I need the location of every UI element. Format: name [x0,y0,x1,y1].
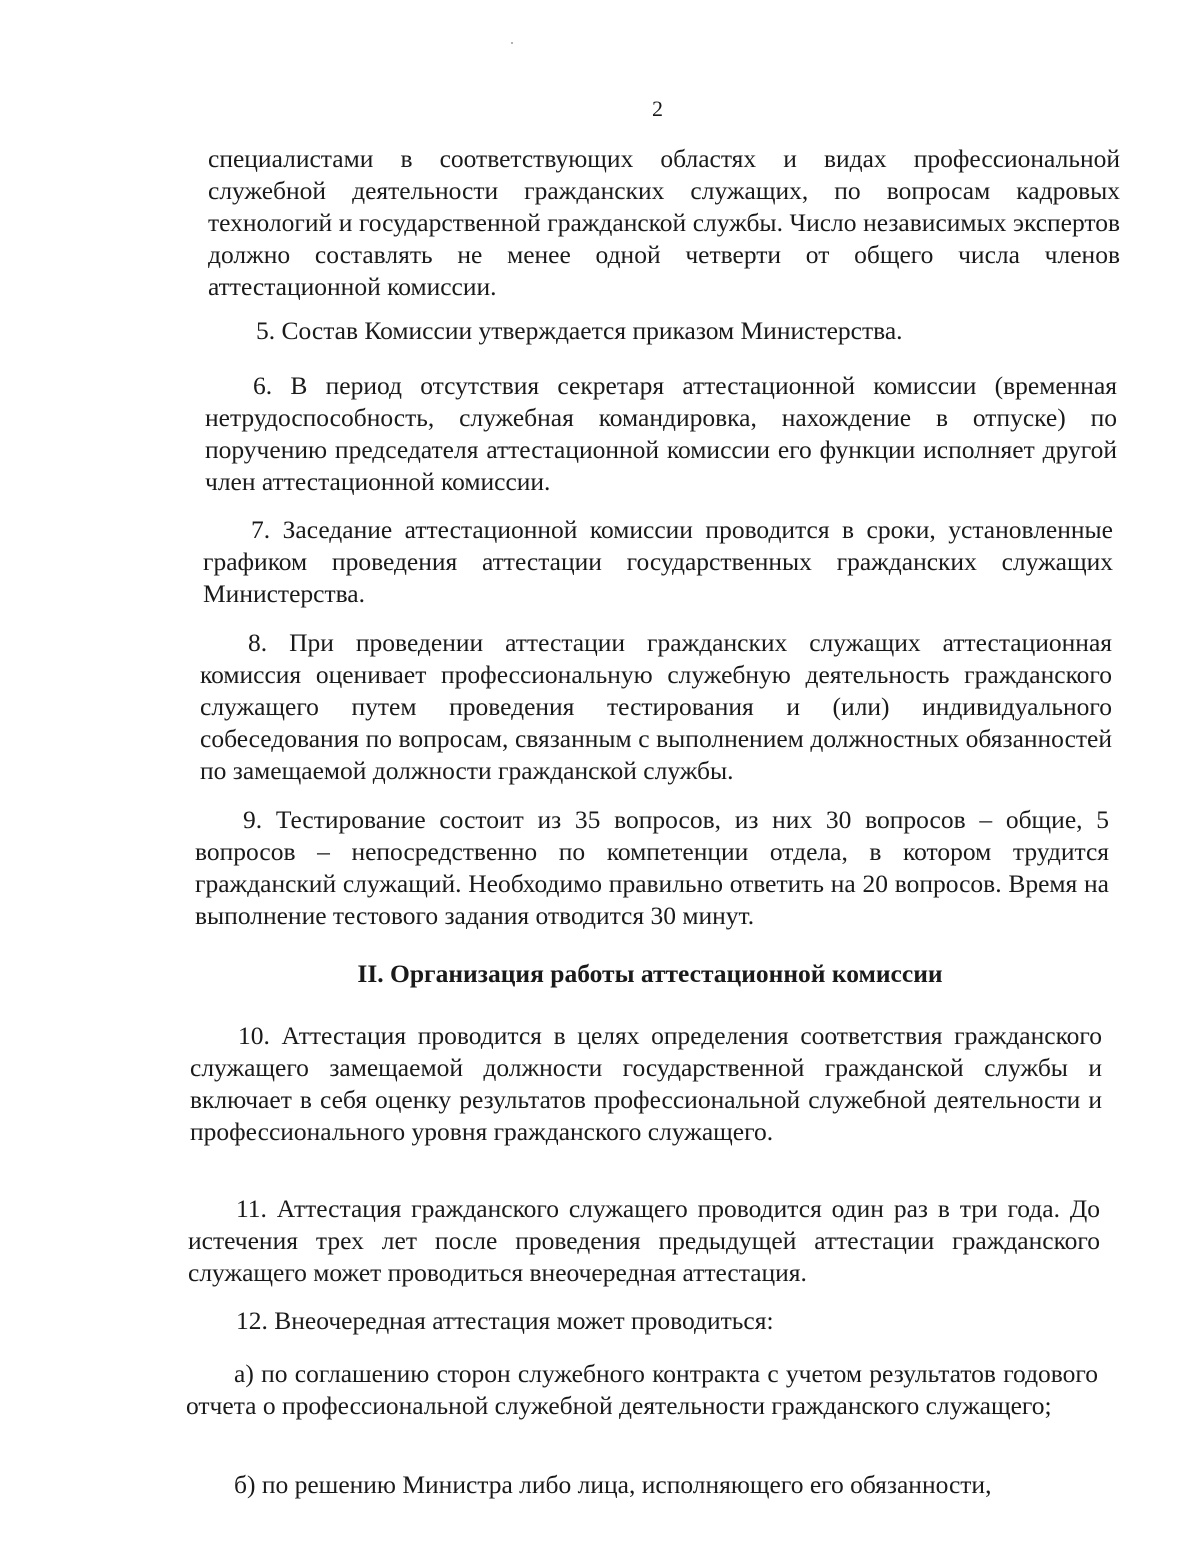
scan-speck [511,42,513,44]
paragraph-12: 12. Внеочередная аттестация может проводиться: [236,1306,774,1335]
paragraph-b: б) по решению Министра либо лица, исполняющего его обязанности, [234,1470,992,1499]
paragraph-continuation: специалистами в соответствующих областях и видах профессиональной служебной деятельности гражданских служащих, по вопросам кадровых технологий и государственной гражданской службы. Число независимых экспертов должно составлять не менее одной четверти от общего числа членов аттестационной комиссии. [208,144,1120,301]
section-heading: II. Организация работы аттестационной комиссии [357,959,943,988]
paragraph-6: 6. В период отсутствия секретаря аттестационной комиссии (временная нетрудоспособность, служебная командировка, нахождение в отпуске) по поручению председателя аттестационной комиссии его функции исполняет другой член аттестационной комиссии. [205,371,1117,496]
paragraph-7: 7. Заседание аттестационной комиссии проводится в сроки, установленные графиком проведения аттестации государственных гражданских служащих Министерства. [203,515,1113,608]
page-number: 2 [652,96,663,121]
paragraph-9: 9. Тестирование состоит из 35 вопросов, из них 30 вопросов – общие, 5 вопросов – непосредственно по компетенции отдела, в котором трудится гражданский служащий. Необходимо правильно ответить на 20 вопросов. Время на выполнение тестового задания отводится 30 минут. [195,805,1109,930]
paragraph-8: 8. При проведении аттестации гражданских служащих аттестационная комиссия оценивает профессиональную служебную деятельность гражданского служащего путем проведения тестирования и (или) индивидуального собеседования по вопросам, связанным с выполнением должностных обязанностей по замещаемой должности гражданской службы. [200,628,1112,785]
paragraph-11: 11. Аттестация гражданского служащего проводится один раз в три года. До истечения трех лет после проведения предыдущей аттестации гражданского служащего может проводиться внеочередная аттестация. [188,1194,1100,1287]
paragraph-a: а) по соглашению сторон служебного контракта с учетом результатов годового отчета о профессиональной служебной деятельности гражданского служащего; [186,1359,1098,1420]
paragraph-5: 5. Состав Комиссии утверждается приказом Министерства. [256,316,903,345]
paragraph-10: 10. Аттестация проводится в целях определения соответствия гражданского служащего замещаемой должности государственной гражданской службы и включает в себя оценку результатов профессиональной служебной деятельности и профессионального уровня гражданского служащего. [190,1021,1102,1146]
